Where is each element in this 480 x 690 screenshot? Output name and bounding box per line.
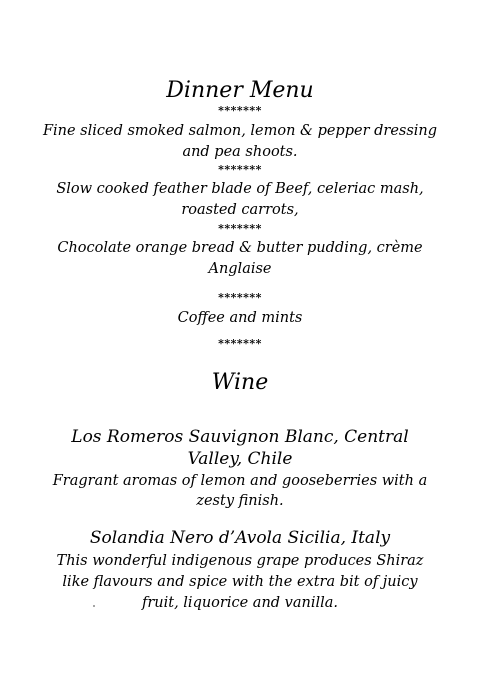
wine-description: Fragrant aromas of lemon and gooseberries with a (52, 473, 428, 489)
course-line: roasted carrots, (181, 202, 299, 218)
wine-name: Solandia Nero d’Avola Sicilia, Italy (89, 528, 391, 548)
course-line: Coffee and mints (177, 310, 303, 326)
menu-title: Dinner Menu (166, 78, 314, 103)
wine-heading: Wine (211, 370, 269, 395)
course-line: and pea shoots. (182, 144, 298, 160)
course-line: Slow cooked feather blade of Beef, celeriac mash, (56, 181, 424, 197)
separator: ******* (218, 222, 262, 235)
course-line: Anglaise (208, 261, 272, 277)
paper-speck (93, 605, 95, 607)
wine-description: This wonderful indigenous grape produces Shiraz (56, 553, 424, 569)
wine-name: Valley, Chile (187, 449, 293, 469)
course-line: Fine sliced smoked salmon, lemon & pepper dressing (42, 123, 438, 139)
separator: ******* (218, 291, 262, 304)
wine-description: zesty finish. (196, 493, 284, 509)
wine-description: like flavours and spice with the extra bit of juicy (62, 574, 418, 590)
wine-name: Los Romeros Sauvignon Blanc, Central (71, 427, 409, 447)
separator: ******* (218, 163, 262, 176)
course-line: Chocolate orange bread & butter pudding, crème (57, 240, 423, 256)
separator: ******* (218, 337, 262, 350)
wine-description: fruit, liquorice and vanilla. (141, 595, 339, 611)
separator: ******* (218, 104, 262, 117)
